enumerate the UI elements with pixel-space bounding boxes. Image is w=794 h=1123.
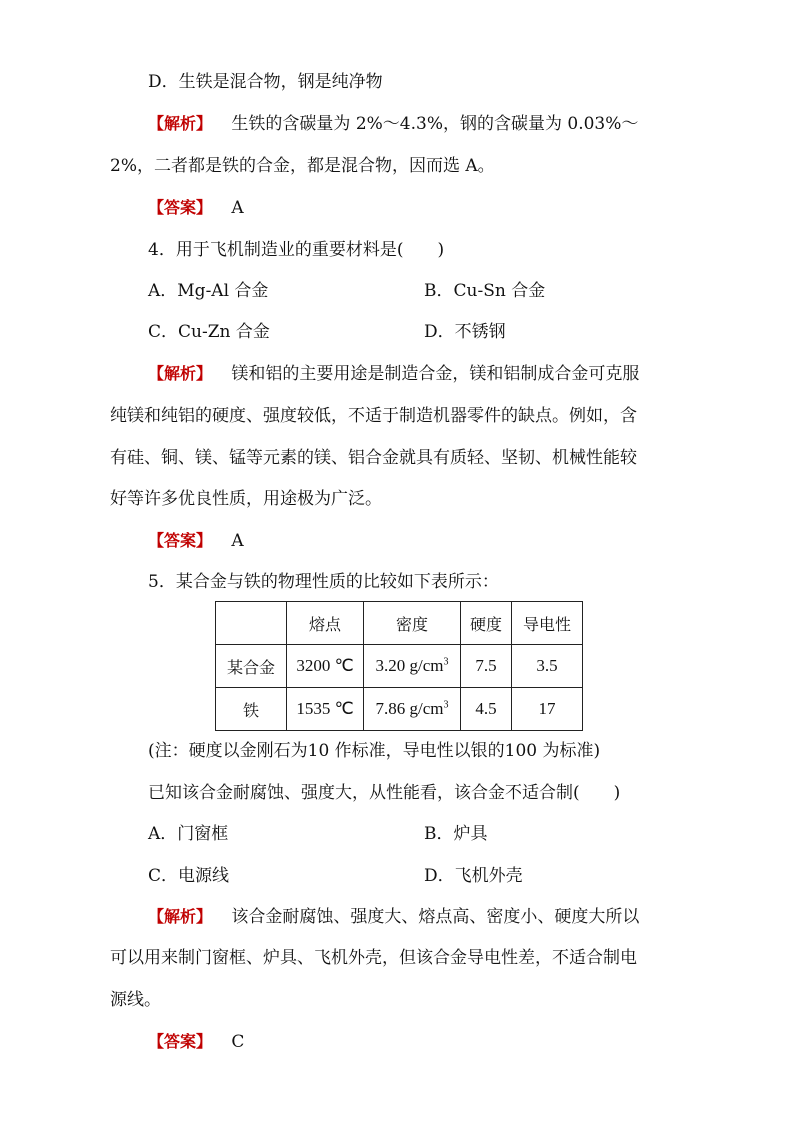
q5-option-d: D．飞机外壳 [424, 866, 523, 886]
q3-answer [148, 196, 244, 220]
table-cell [364, 688, 461, 731]
analysis-tag: 【解析】 [148, 114, 213, 133]
answer-value: C [231, 1032, 245, 1052]
q4-answer [148, 529, 244, 553]
table-header-row [216, 602, 583, 645]
q4-option-a: A．Mg-Al 合金 [148, 281, 269, 301]
q4-option-b: B．Cu-Sn 合金 [424, 281, 546, 301]
table-header-cell: 硬度 [461, 602, 512, 645]
q4-analysis-line-1 [148, 362, 639, 386]
q3-option-d: D．生铁是混合物，钢是纯净物 [148, 72, 383, 92]
q4-option-d: D．不锈钢 [424, 322, 506, 342]
table-cell: 1535 ℃ [287, 688, 364, 731]
analysis-text: 该合金耐腐蚀、强度大、熔点高、密度小、硬度大所以 [231, 907, 640, 927]
answer-tag: 【答案】 [148, 1032, 213, 1051]
q3-analysis-line-1 [148, 112, 638, 136]
q4-analysis-line-3: 有硅、铜、镁、锰等元素的镁、铝合金就具有质轻、坚韧、机械性能较 [110, 448, 637, 468]
table-header-cell: 熔点 [287, 602, 364, 645]
q4-option-c: C．Cu-Zn 合金 [148, 322, 270, 342]
table-cell: 铁 [216, 688, 287, 731]
q3-analysis-line-2: 2%，二者都是铁的合金，都是混合物，因而选 A。 [110, 156, 495, 176]
property-table [215, 601, 583, 731]
table-cell: 17 [512, 688, 583, 731]
table-cell: 某合金 [216, 645, 287, 688]
q5-analysis-line-3: 源线。 [110, 990, 161, 1010]
q4-analysis-line-4: 好等许多优良性质，用途极为广泛。 [110, 489, 382, 509]
density-exponent: 3 [443, 699, 449, 711]
density-value: 7.86 g/cm [375, 699, 444, 718]
q4-analysis-line-2: 纯镁和纯铝的硬度、强度较低，不适于制造机器零件的缺点。例如，含 [110, 406, 637, 426]
answer-value: A [231, 531, 244, 551]
q5-note: (注：硬度以金刚石为10 作标准，导电性以银的100 为标准) [148, 741, 601, 761]
table-cell: 3.5 [512, 645, 583, 688]
q5-analysis-line-2: 可以用来制门窗框、炉具、飞机外壳，但该合金导电性差，不适合制电 [110, 948, 637, 968]
table-row [216, 645, 583, 688]
answer-tag: 【答案】 [148, 531, 213, 550]
table-row [216, 688, 583, 731]
density-exponent: 3 [443, 656, 449, 668]
analysis-tag: 【解析】 [148, 907, 213, 926]
q5-question: 已知该合金耐腐蚀、强度大，从性能看，该合金不适合制( ) [148, 783, 621, 803]
table-cell: 4.5 [461, 688, 512, 731]
table-header-cell [216, 602, 287, 645]
table-header-cell: 密度 [364, 602, 461, 645]
q5-option-c: C．电源线 [148, 866, 230, 886]
analysis-text: 生铁的含碳量为 2%～4.3%，钢的含碳量为 0.03%～ [231, 114, 639, 134]
q5-stem: 5．某合金与铁的物理性质的比较如下表所示： [148, 572, 499, 592]
answer-value: A [231, 198, 244, 218]
table-cell [364, 645, 461, 688]
table-header-cell: 导电性 [512, 602, 583, 645]
density-value: 3.20 g/cm [375, 656, 444, 675]
table-cell: 7.5 [461, 645, 512, 688]
q5-answer [148, 1030, 244, 1054]
q5-analysis-line-1 [148, 905, 639, 929]
q4-stem: 4．用于飞机制造业的重要材料是( ) [148, 240, 445, 260]
table-cell: 3200 ℃ [287, 645, 364, 688]
analysis-tag: 【解析】 [148, 364, 213, 383]
answer-tag: 【答案】 [148, 198, 213, 217]
q5-option-b: B．炉具 [424, 824, 488, 844]
analysis-text: 镁和铝的主要用途是制造合金，镁和铝制成合金可克服 [231, 364, 640, 384]
q5-option-a: A．门窗框 [148, 824, 229, 844]
